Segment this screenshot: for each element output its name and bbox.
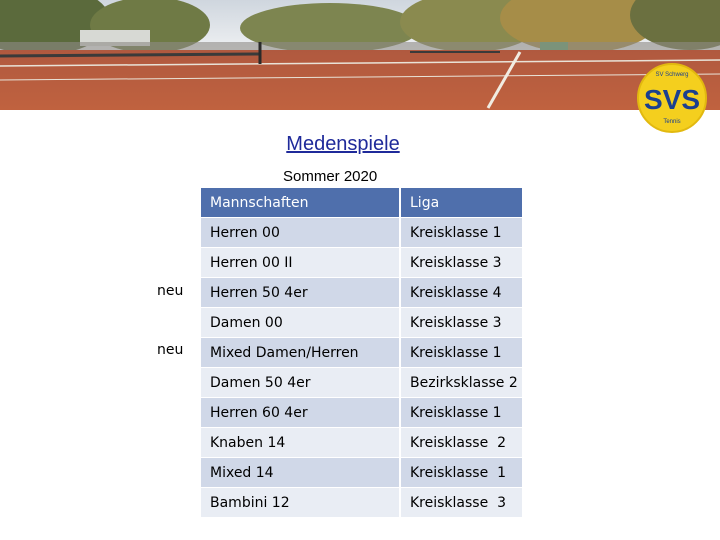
league-cell: Kreisklasse 3	[401, 308, 522, 338]
team-cell: Herren 60 4er	[201, 398, 401, 428]
team-cell: Damen 50 4er	[201, 368, 401, 398]
league-cell: Bezirksklasse 2	[401, 368, 522, 398]
table-row	[201, 308, 522, 338]
page-subtitle: Sommer 2020	[283, 168, 378, 185]
table-row	[201, 458, 522, 488]
new-marker: neu	[157, 342, 184, 358]
column-header-teams: Mannschaften	[201, 188, 401, 218]
team-cell: Knaben 14	[201, 428, 401, 458]
table-row	[201, 488, 522, 518]
table-row	[201, 218, 522, 248]
table-row	[201, 278, 522, 308]
table-row	[201, 428, 522, 458]
league-cell: Kreisklasse 3	[401, 248, 522, 278]
logo-bottom-text: Tennis	[663, 119, 681, 125]
teams-table	[201, 188, 522, 518]
league-cell: Kreisklasse 2	[401, 428, 522, 458]
logo-top-text: SV Schwerg	[655, 72, 689, 78]
league-cell: Kreisklasse 3	[401, 488, 522, 518]
table-row	[201, 248, 522, 278]
table-row	[201, 368, 522, 398]
team-cell: Damen 00	[201, 308, 401, 338]
tennis-court-banner	[0, 0, 720, 110]
league-cell: Kreisklasse 1	[401, 458, 522, 488]
table-row	[201, 398, 522, 428]
team-cell: Mixed Damen/Herren	[201, 338, 401, 368]
column-header-league: Liga	[401, 188, 522, 218]
league-cell: Kreisklasse 1	[401, 338, 522, 368]
team-cell: Herren 00 II	[201, 248, 401, 278]
team-cell: Bambini 12	[201, 488, 401, 518]
team-cell: Herren 00	[201, 218, 401, 248]
club-logo	[633, 63, 711, 133]
team-cell: Herren 50 4er	[201, 278, 401, 308]
table-header-row	[201, 188, 522, 218]
league-cell: Kreisklasse 1	[401, 218, 522, 248]
table-row	[201, 338, 522, 368]
page-title: Medenspiele	[286, 133, 400, 155]
team-cell: Mixed 14	[201, 458, 401, 488]
new-marker: neu	[157, 283, 184, 299]
league-cell: Kreisklasse 4	[401, 278, 522, 308]
logo-text: SVS	[643, 84, 701, 115]
league-cell: Kreisklasse 1	[401, 398, 522, 428]
